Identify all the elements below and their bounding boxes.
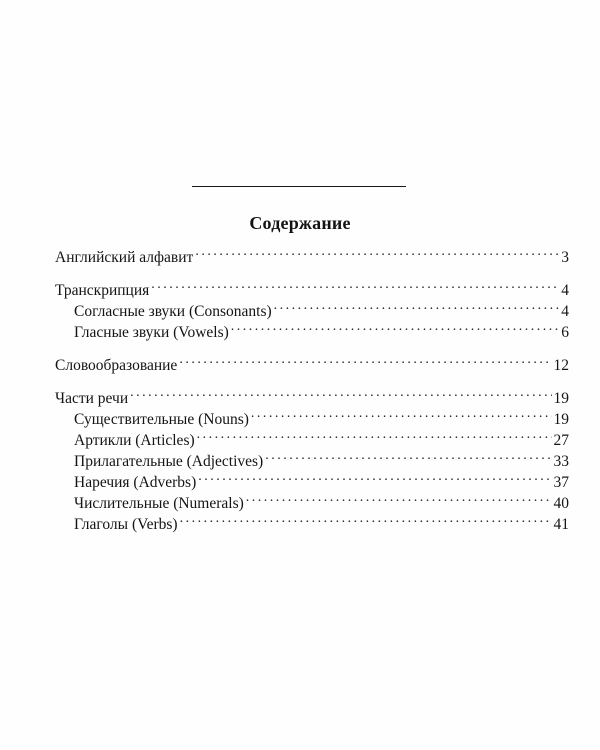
toc-entry-label: Числительные (Numerals)	[74, 495, 244, 512]
dot-leader	[231, 316, 559, 337]
toc-entry	[55, 349, 569, 374]
toc-entry	[55, 274, 569, 299]
toc-entry-label: Английский алфавит	[55, 249, 194, 266]
toc-entry-label: Словообразование	[55, 357, 178, 374]
table-of-contents	[55, 241, 569, 533]
toc-entry-label: Части речи	[55, 390, 129, 407]
toc-entry-label: Прилагательные (Adjectives)	[74, 453, 264, 470]
toc-entry-page: 27	[553, 432, 569, 449]
toc-entry-page: 6	[561, 324, 569, 341]
decorative-rule	[192, 186, 406, 187]
dot-leader	[198, 466, 551, 487]
toc-entry-label: Согласные звуки (Consonants)	[74, 303, 272, 320]
toc-entry-page: 3	[561, 249, 569, 266]
toc-entry-label: Транскрипция	[55, 282, 150, 299]
toc-entry-label: Гласные звуки (Vowels)	[74, 324, 229, 341]
toc-entry	[55, 382, 569, 407]
toc-entry-page: 19	[553, 411, 569, 428]
dot-leader	[179, 349, 551, 370]
toc-entry-page: 19	[553, 390, 569, 407]
dot-leader	[246, 487, 552, 508]
dot-leader	[265, 445, 551, 466]
toc-entry-label: Артикли (Articles)	[74, 432, 195, 449]
toc-entry-page: 40	[553, 495, 569, 512]
dot-leader	[197, 424, 552, 445]
dot-leader	[130, 382, 551, 403]
dot-leader	[195, 241, 559, 262]
toc-entry	[55, 241, 569, 266]
toc-entry-page: 4	[561, 282, 569, 299]
toc-entry-page: 41	[553, 516, 569, 533]
dot-leader	[274, 295, 560, 316]
toc-entry-page: 37	[553, 474, 569, 491]
dot-leader	[180, 508, 552, 529]
toc-entry-page: 12	[553, 357, 569, 374]
toc-subentry	[55, 403, 569, 428]
toc-entry-label: Существительные (Nouns)	[74, 411, 249, 428]
toc-entry-page: 4	[561, 303, 569, 320]
toc-entry-label: Глаголы (Verbs)	[74, 516, 178, 533]
toc-entry-page: 33	[553, 453, 569, 470]
dot-leader	[251, 403, 552, 424]
page-title: Содержание	[249, 213, 351, 233]
dot-leader	[151, 274, 559, 295]
toc-entry-label: Наречия (Adverbs)	[74, 474, 197, 491]
